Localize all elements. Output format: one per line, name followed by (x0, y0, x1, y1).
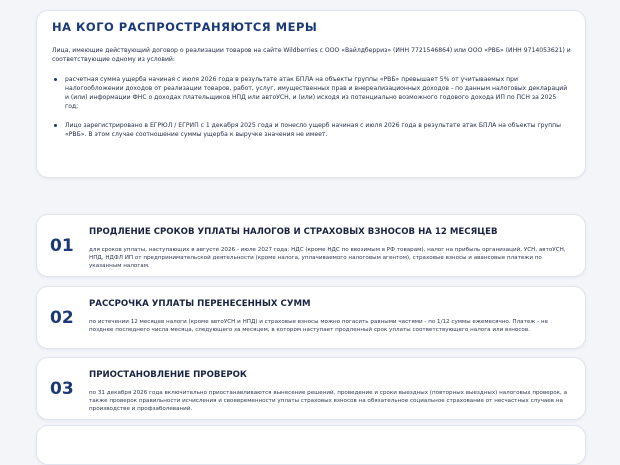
intro-lead-text: Лица, имеющие действующий договор о реализации товаров на сайте Wildberries с ООО «Вайлдберриз» (ИНН 7721546864) или ООО «РВБ» (ИНН 9714053621) и соответствующие одному из условий: (52, 47, 571, 63)
intro-card (36, 10, 586, 178)
measure-description: по 31 декабря 2026 года включительно приостанавливаются вынесение решений, проведение и сроки выездных (повторных выездных) налоговых проверок, а также проверок правильности исчисления и своевременности уплаты страховых взносов на обязательное социальное страхование от несчастных случаев на производстве и профзаболеваний. (89, 390, 568, 412)
bullet-icon (54, 124, 57, 127)
measure-content (89, 227, 571, 270)
measure-title: ПРИОСТАНОВЛЕНИЕ ПРОВЕРОК (89, 370, 247, 380)
intro-title: НА КОГО РАСПРОСТРАНЯЮТСЯ МЕРЫ (52, 20, 318, 34)
measure-description: для сроков уплаты, наступающих в августе 2026 - июле 2027 года: НДС (кроме НДС по ввозимым в РФ товарам), налог на прибыль организаций, УСН, автоУСН, НПД, НДФЛ ИП от предпринимательской деятельности (кроме налога, уплачиваемого налоговым агентом), страховые взносы и авансовые платежи по указанным налогам. (89, 247, 566, 269)
measure-number: 02 (50, 307, 74, 328)
measure-number: 03 (50, 378, 74, 399)
measure-title: РАССРОЧКА УПЛАТЫ ПЕРЕНЕСЕННЫХ СУММ (89, 299, 311, 309)
measure-card (36, 214, 586, 277)
measure-title: ПРОДЛЕНИЕ СРОКОВ УПЛАТЫ НАЛОГОВ И СТРАХОВЫХ ВЗНОСОВ НА 12 МЕСЯЦЕВ (89, 227, 498, 237)
condition-text: расчетная сумма ущерба начиная с июля 2026 года в результате атак БПЛА на объекты группы «РВБ» превышает 5% от учитываемых при налогообложении доходов от реализации товаров, работ, услуг, имущественных прав и внереализационных доходов - по данным налоговых деклараций и (или) информации ФНС о доходах плательщиков НПД или автоУСН, и (или) исходя из потенциально возможного годового дохода ИП по ПСН за 2025 год; (65, 76, 568, 110)
condition-item (52, 121, 571, 139)
bullet-icon (54, 78, 57, 81)
measure-card (36, 286, 586, 349)
measure-card-partial (36, 425, 586, 465)
measure-number: 01 (50, 235, 74, 256)
measure-description: по истечении 12 месяцев налоги (кроме автоУСН и НПД) и страховые взносы можно погасить равными частями - по 1/12 суммы ежемесячно. Платеж - не позднее последнего числа месяца, следующего за месяцем, в котором наступает продленный срок уплаты соответствующего налога или взносов. (89, 319, 549, 333)
condition-text: Лицо зарегистрировано в ЕГРЮЛ / ЕГРИП с 1 декабря 2025 года и понесло ущерб начиная с июля 2026 года в результате атак БПЛА на объекты группы «РВБ». В этом случае соотношение суммы ущерба к выручке значения не имеет. (65, 122, 561, 138)
condition-item (52, 75, 571, 111)
measure-card (36, 357, 586, 420)
measure-content (89, 370, 571, 413)
conditions-list (52, 75, 571, 139)
measure-content (89, 299, 571, 334)
